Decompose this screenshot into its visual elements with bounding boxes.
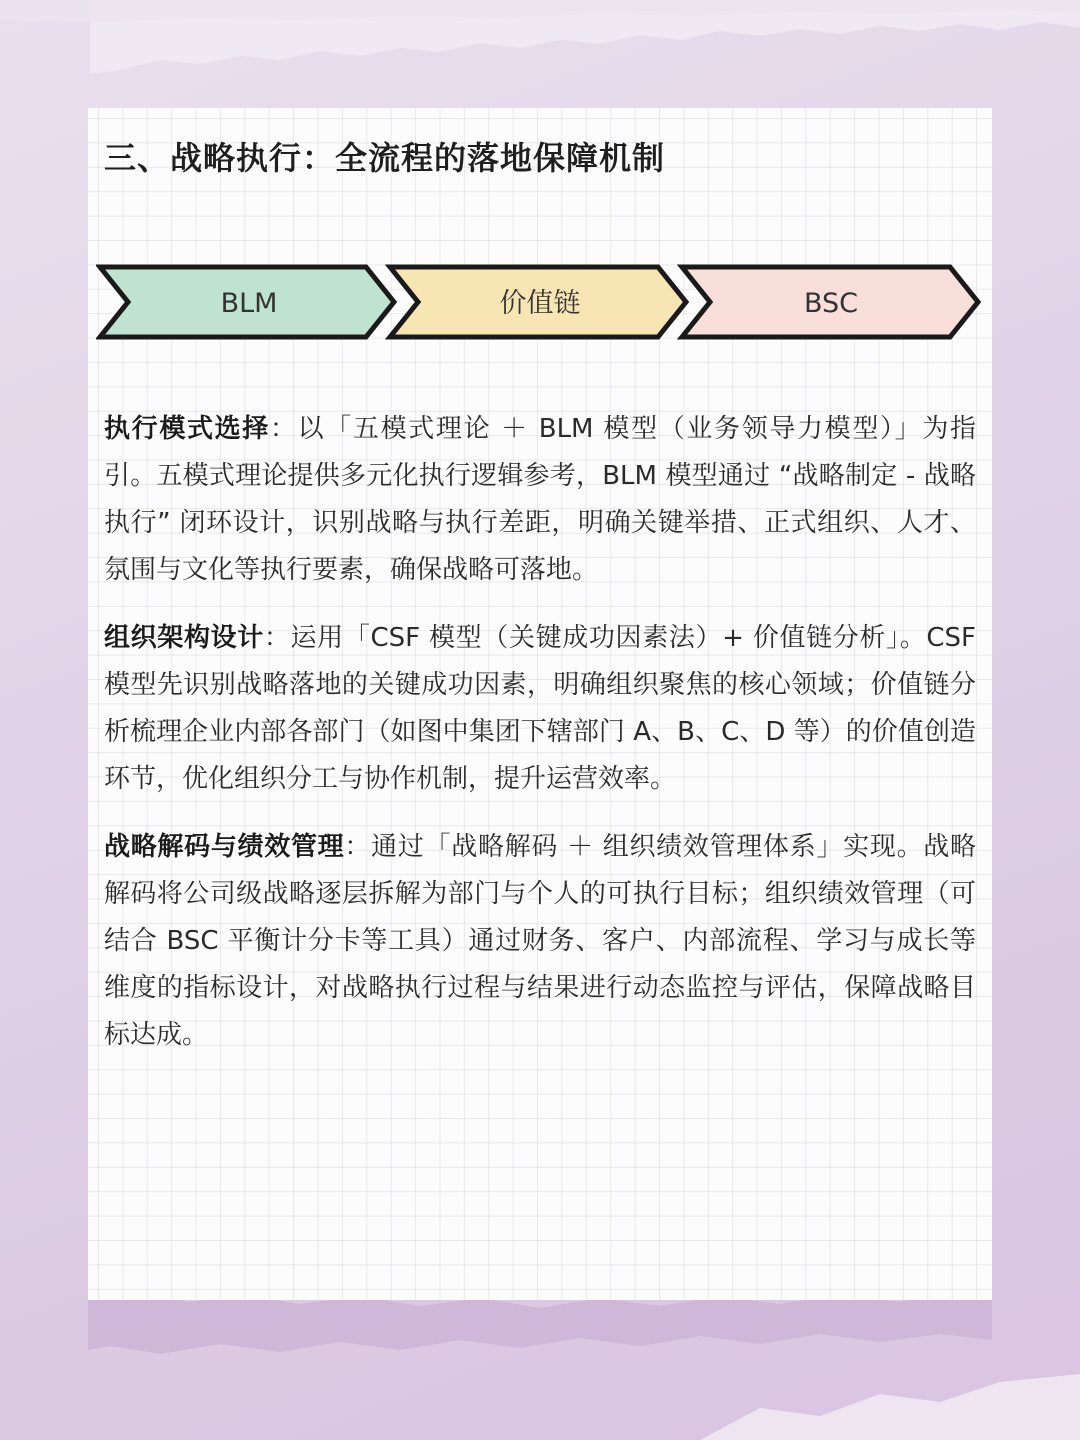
chevron-step-value-chain: [390, 267, 686, 337]
section-execution-mode: [104, 406, 976, 594]
process-flow-chevrons: [96, 264, 984, 340]
section-body: ：运用「CSF 模型（关键成功因素法）+ 价值链分析」。CSF 模型先识别战略落地的关键成功因素，明确组织聚焦的核心领域；价值链分析梳理企业内部各部门（如图中集团下辖部门 A、B、C、D 等）的价值创造环节，优化组织分工与协作机制，提升运营效率。: [104, 623, 977, 794]
section-heading: 战略解码与绩效管理: [104, 832, 345, 862]
chevron-label-value-chain: 价值链: [499, 288, 581, 319]
section-org-design: [104, 615, 976, 803]
section-body: ：通过「战略解码 ＋ 组织绩效管理体系」实现。战略解码将公司级战略逐层拆解为部门与个人的可执行目标；组织绩效管理（可结合 BSC 平衡计分卡等工具）通过财务、客户、内部流程、学习与成长等维度的指标设计，对战略执行过程与结果进行动态监控与评估，保障战略目标达成。: [104, 832, 976, 1050]
torn-paper-top-decoration: [0, 0, 1080, 90]
page-title: 三、战略执行：全流程的落地保障机制: [104, 139, 666, 177]
chevron-step-bsc: [682, 267, 978, 337]
torn-paper-bottom-decoration: [0, 1290, 1080, 1440]
chevron-label-blm: BLM: [220, 288, 278, 319]
section-body: ：以「五模式理论 ＋ BLM 模型（业务领导力模型）」为指引。五模式理论提供多元化执行逻辑参考，BLM 模型通过 “战略制定 - 战略执行” 闭环设计，识别战略与执行差距，明确关键举措、正式组织、人才、氛围与文化等执行要素，确保战略可落地。: [104, 414, 976, 585]
chevron-step-blm: [100, 267, 394, 337]
section-strategy-decoding: [104, 824, 976, 1059]
chevron-label-bsc: BSC: [803, 288, 859, 319]
section-heading: 组织架构设计: [104, 623, 264, 653]
section-heading: 执行模式选择: [104, 414, 270, 444]
content-body: [104, 406, 976, 1080]
